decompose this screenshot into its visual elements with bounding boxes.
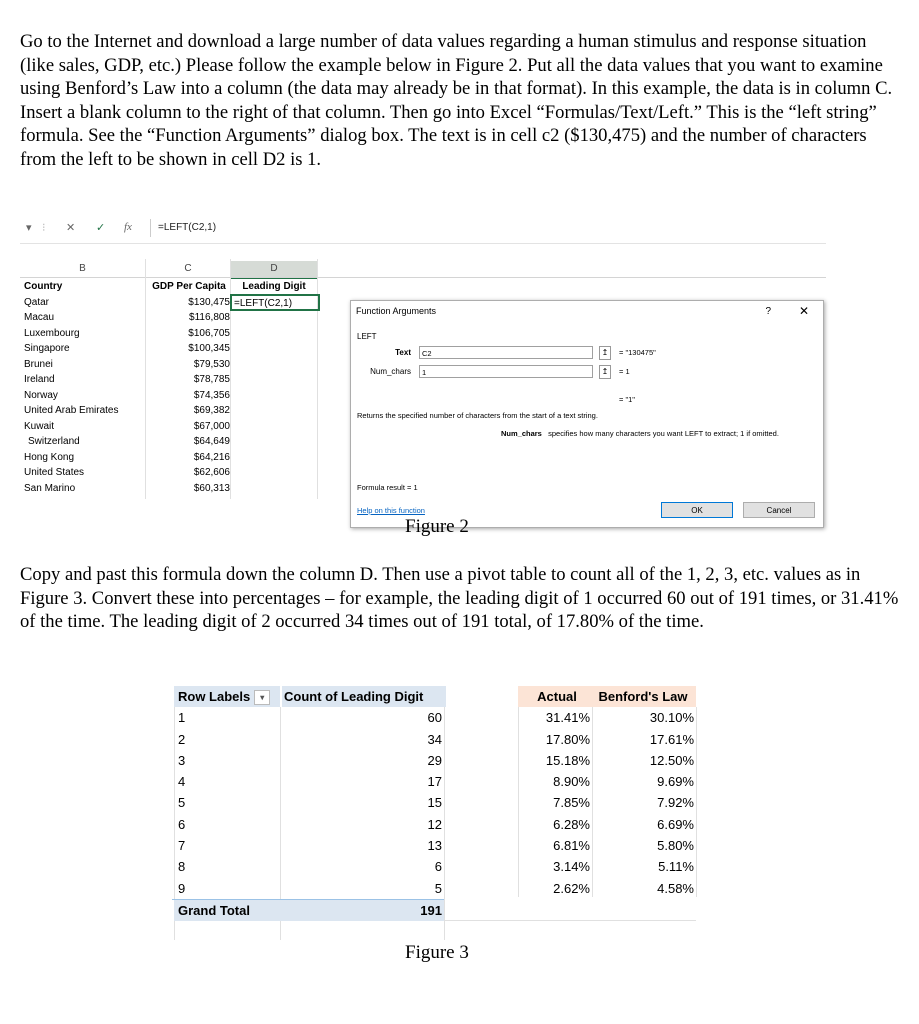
pivot-header-row — [172, 686, 702, 707]
benford-percent[interactable]: 7.92% — [657, 795, 694, 811]
country-cell[interactable]: Hong Kong — [24, 451, 75, 463]
count-value[interactable]: 17 — [427, 774, 442, 790]
table-row — [172, 729, 702, 750]
benford-percent[interactable]: 9.69% — [657, 774, 694, 790]
digit-label[interactable]: 2 — [178, 731, 186, 747]
gdp-header[interactable]: GDP Per Capita — [152, 281, 226, 292]
intro-paragraph-1: Go to the Internet and download a large number of data values regarding a human stimulus and response situation (like sales, GDP, etc.) Please follow the example below in Figure 2. Put all the data values that you want to examine using Benford’s Law into a column (the data may already be in that format). In this example, the data is in column C. Insert a blank column to the right of that column. Then go into Excel “Formulas/Text/Left.” This is the “left string” formula. See the “Function Arguments” dialog box. The text is in cell c2 ($130,475) and the number of characters from the left to be shown in cell D2 is 1. — [20, 31, 893, 170]
actual-percent[interactable]: 3.14% — [553, 859, 590, 875]
gdp-cell[interactable]: $69,382 — [193, 405, 230, 416]
country-cell[interactable]: Kuwait — [24, 420, 55, 432]
argument-name: Num_chars — [501, 429, 542, 438]
table-row — [172, 814, 702, 835]
benford-percent[interactable]: 5.11% — [658, 859, 694, 875]
benford-percent[interactable]: 30.10% — [649, 710, 694, 726]
gdp-cell[interactable]: $116,808 — [189, 312, 230, 323]
table-row — [172, 856, 702, 877]
table-row — [172, 792, 702, 813]
help-link[interactable]: Help on this function — [357, 506, 425, 515]
country-cell[interactable]: Qatar — [24, 296, 50, 308]
figure-3-caption: Figure 3 — [405, 942, 469, 963]
numchars-argument-label: Num_chars — [370, 367, 411, 376]
function-name: LEFT — [357, 332, 377, 341]
digit-label[interactable]: 1 — [178, 710, 186, 726]
table-row — [172, 707, 702, 728]
gridline — [145, 259, 146, 499]
gdp-cell[interactable]: $67,000 — [193, 420, 230, 432]
dialog-title: Function Arguments — [356, 306, 437, 316]
text-argument-label: Text — [395, 348, 411, 357]
column-header-b[interactable]: B — [79, 263, 86, 274]
actual-percent[interactable]: 31.41% — [545, 710, 590, 726]
digit-label[interactable]: 7 — [178, 838, 186, 854]
result-evaluation: = "1" — [619, 395, 635, 404]
table-row — [172, 771, 702, 792]
country-cell[interactable]: Singapore — [24, 343, 70, 354]
function-arguments-dialog — [350, 300, 824, 528]
grand-total-row — [172, 899, 444, 921]
header-divider — [20, 277, 826, 278]
function-description: Returns the specified number of characters from the start of a text string. — [357, 411, 598, 420]
numchars-evaluation: = 1 — [619, 367, 630, 376]
actual-percent[interactable]: 15.18% — [545, 752, 590, 768]
cancel-icon[interactable]: ✕ — [66, 222, 76, 234]
text-argument-input[interactable]: C2 — [419, 346, 593, 359]
digit-label[interactable]: 9 — [178, 880, 186, 896]
digit-label[interactable]: 6 — [178, 816, 186, 832]
grand-total-label[interactable]: Grand Total — [174, 900, 444, 921]
table-row — [172, 878, 702, 899]
collapse-arrow-icon[interactable]: ↥ — [599, 346, 611, 360]
help-icon[interactable]: ? — [765, 306, 771, 317]
pivot-table — [172, 686, 716, 941]
argument-text: specifies how many characters you want LEFT to extract; 1 if omitted. — [548, 429, 779, 438]
grand-total-count[interactable]: 191 — [420, 902, 442, 918]
formula-result: Formula result = 1 — [357, 483, 418, 492]
pivot-rows — [172, 686, 702, 921]
count-value[interactable]: 60 — [427, 710, 442, 726]
intro-paragraph-2: Copy and past this formula down the column D. Then use a pivot table to count all of the 1, 2, 3, etc. values as in Figure 3. Convert these into percentages – for example, the leading digit of 1 occurred 60 out of 191 times, or 31.41% of the time. The leading digit of 2 occurred 34 times out of 191 total, of 17.80% of the time. — [20, 564, 899, 632]
digit-label[interactable]: 4 — [178, 774, 186, 790]
count-value[interactable]: 34 — [427, 731, 442, 747]
actual-header: Actual — [537, 689, 577, 704]
row-labels-text: Row Labels — [178, 689, 251, 704]
actual-percent[interactable]: 8.90% — [553, 774, 590, 790]
fx-icon[interactable]: fx — [124, 221, 132, 233]
cancel-button[interactable]: Cancel — [743, 502, 815, 518]
benford-percent[interactable]: 6.69% — [657, 816, 694, 832]
count-header[interactable]: Count of Leading Digit — [282, 686, 446, 707]
benford-percent[interactable]: 4.58% — [657, 880, 694, 896]
close-icon[interactable]: ✕ — [798, 304, 809, 318]
count-value[interactable]: 13 — [427, 838, 442, 854]
gdp-cell[interactable]: $62,606 — [193, 467, 230, 478]
figure-2-caption: Figure 2 — [405, 516, 469, 537]
count-value[interactable]: 5 — [434, 880, 442, 896]
count-value[interactable]: 29 — [427, 752, 442, 768]
table-row — [172, 835, 702, 856]
actual-percent[interactable]: 6.28% — [553, 816, 590, 832]
country-header[interactable]: Country — [24, 281, 63, 292]
country-cell[interactable]: Brunei — [24, 358, 53, 370]
formula-bar — [20, 213, 826, 244]
excel-screenshot — [20, 213, 826, 515]
enter-icon[interactable]: ✓ — [96, 222, 106, 234]
text-evaluation: = "130475" — [619, 348, 656, 357]
country-cell[interactable]: United Arab Emirates — [24, 405, 119, 416]
digit-label[interactable]: 8 — [178, 859, 186, 875]
benford-percent[interactable]: 17.61% — [649, 731, 694, 747]
digit-label[interactable]: 5 — [178, 795, 186, 811]
gdp-cell[interactable]: $106,705 — [188, 327, 230, 339]
actual-percent[interactable]: 7.85% — [553, 795, 590, 811]
gdp-cell[interactable]: $130,475 — [188, 296, 230, 308]
gdp-cell[interactable]: $64,216 — [193, 451, 230, 463]
benford-header: Benford's Law — [598, 689, 688, 704]
gdp-cell[interactable]: $60,313 — [193, 482, 230, 494]
column-header-d[interactable]: D — [231, 261, 317, 279]
formula-input[interactable]: =LEFT(C2,1) — [158, 222, 217, 233]
count-value[interactable]: 15 — [427, 795, 442, 811]
benford-percent[interactable]: 5.80% — [657, 838, 694, 854]
leading-digit-header[interactable]: Leading Digit — [242, 281, 306, 292]
collapse-arrow-icon[interactable]: ↥ — [599, 365, 611, 379]
actual-percent[interactable]: 2.62% — [553, 880, 590, 896]
gdp-cell[interactable]: $74,356 — [193, 389, 230, 401]
ok-button[interactable]: OK — [661, 502, 733, 518]
country-cell[interactable]: Macau — [24, 312, 55, 323]
gdp-cell[interactable]: $64,649 — [193, 436, 230, 447]
filter-dropdown-icon[interactable]: ▾ — [254, 690, 270, 705]
gdp-cell[interactable]: $100,345 — [188, 343, 230, 354]
country-cell[interactable]: Ireland — [24, 374, 55, 385]
row-labels-header[interactable] — [174, 686, 280, 707]
benford-percent[interactable]: 12.50% — [649, 752, 694, 768]
gdp-cell[interactable]: $79,530 — [193, 358, 230, 370]
country-cell[interactable]: Luxembourg — [24, 327, 80, 339]
gdp-cell[interactable]: $78,785 — [193, 374, 230, 385]
actual-percent[interactable]: 6.81% — [553, 838, 590, 854]
count-value[interactable]: 12 — [427, 816, 442, 832]
country-cell[interactable]: United States — [24, 467, 85, 478]
actual-percent[interactable]: 17.80% — [545, 731, 590, 747]
grip-icon: ⁝ — [42, 222, 46, 234]
country-cell[interactable]: Norway — [24, 389, 58, 401]
country-cell[interactable]: San Marino — [24, 482, 76, 494]
count-value[interactable]: 6 — [434, 859, 442, 875]
column-header-c[interactable]: C — [184, 263, 192, 274]
country-cell[interactable]: Switzerland — [28, 436, 80, 447]
digit-label[interactable]: 3 — [178, 752, 186, 768]
name-box-dropdown-icon[interactable]: ▾ — [26, 222, 32, 234]
formula-bar-separator — [150, 219, 151, 237]
active-cell-d2[interactable]: =LEFT(C2,1) — [230, 294, 320, 311]
numchars-argument-input[interactable]: 1 — [419, 365, 593, 378]
table-row — [172, 750, 702, 771]
argument-description — [501, 429, 779, 438]
sheet-grid — [20, 259, 826, 515]
